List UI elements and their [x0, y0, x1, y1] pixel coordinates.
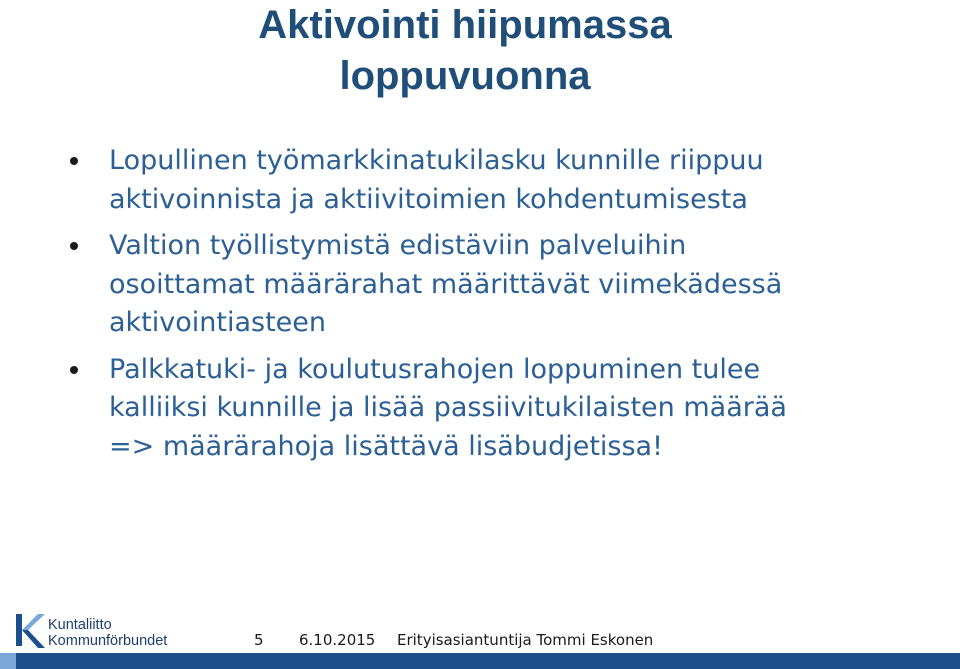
bullet-line: aktivointiasteen: [109, 307, 327, 338]
page-number: 5: [254, 631, 264, 649]
bullet-line: aktivoinnista ja aktiivitoimien kohdentumisesta: [109, 183, 748, 215]
bullet-line: osoittamat määrärahat määrittävät viimekädessä: [109, 268, 783, 300]
footer-date: 6.10.2015: [299, 631, 376, 649]
slide-title-line: Aktivointi hiipumassa: [258, 3, 672, 47]
footer-bar: [0, 653, 960, 669]
bullet-dot-icon: [70, 242, 78, 250]
logo-line: Kommunförbundet: [48, 633, 168, 649]
footer-bar-main: [16, 653, 960, 669]
footer-bar-accent: [0, 653, 16, 669]
bullet-dot-icon: [70, 366, 78, 374]
bullet-line: Lopullinen työmarkkinatukilasku kunnille riippuu: [109, 145, 764, 176]
bullet-line: kalliiksi kunnille ja lisää passiivitukilaisten määrää: [109, 392, 787, 423]
bullet-line: Palkkatuki- ja koulutusrahojen loppuminen tulee: [109, 353, 761, 385]
bullet-item: [70, 142, 940, 219]
kuntaliitto-k-logo-icon: [14, 608, 46, 652]
bullet-list: [70, 142, 940, 474]
bullet-line: Valtion työllistymistä edistäviin palveluihin: [109, 230, 687, 261]
bullet-item: [70, 351, 940, 467]
slide-title: [0, 0, 930, 102]
logo-line: Kuntaliitto: [48, 617, 112, 633]
bullet-line: => määrärahoja lisättävä lisäbudjetissa!: [109, 430, 663, 462]
kuntaliitto-logo: [14, 608, 184, 652]
bullet-dot-icon: [70, 157, 78, 165]
footer-author: Erityisasiantuntija Tommi Eskonen: [397, 631, 654, 649]
logo-wordmark: [48, 617, 167, 649]
slide-title-line: loppuvuonna: [339, 54, 591, 98]
bullet-item: [70, 227, 940, 343]
